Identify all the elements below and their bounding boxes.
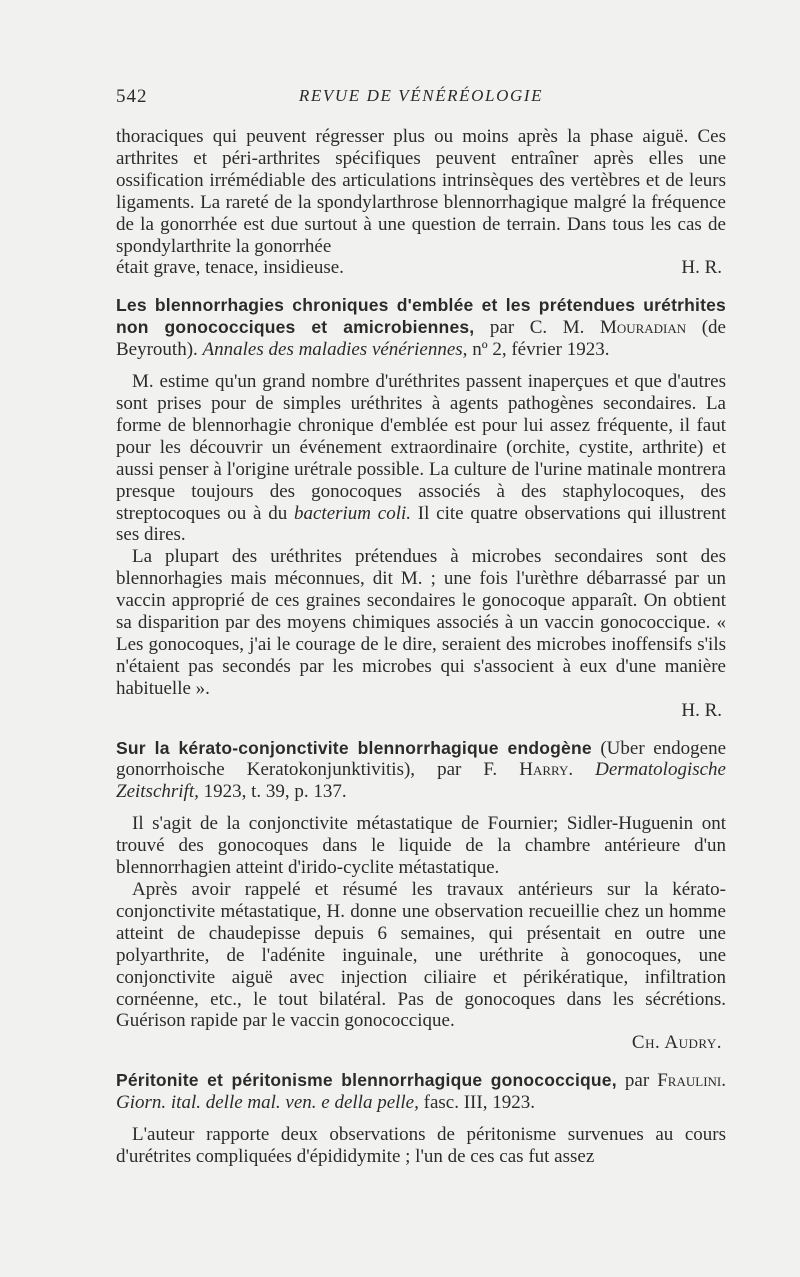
article-title: Péritonite et péritonisme blennorrhagique gonococcique, xyxy=(116,1070,617,1091)
article-heading: Sur la kérato-conjonctivite blennorrhagique endogène (Uber endogene gonorrhoische Keratokonjunktivitis), par F. Harry. Dermatologische Zeitschrift, 1923, t. 39, p. 137. xyxy=(116,737,726,803)
paragraph: Après avoir rappelé et résumé les travaux antérieurs sur la kérato-conjonctivite métastatique, H. donne une observation recueillie chez un homme atteint de chaudepisse depuis 6 semaines, qui présentait en outre une polyarthrite, de l'adénite inguinale, une uréthrite à gonocoques, une conjonctivite aiguë avec injection ciliaire et périkératique, infiltration cornéenne, etc., le tout bilatéral. Pas de gonocoques dans les sécrétions. Guérison rapide par le vaccin gonococcique. xyxy=(116,879,726,1032)
article-heading: Les blennorrhagies chroniques d'emblée et les prétendues urétrhites non gonococciques et amicrobiennes, par C. M. Mouradian (de Beyrouth). Annales des maladies vénériennes, nº 2, février 1923. xyxy=(116,295,726,361)
top-paragraph-last-line: était grave, tenace, insidieuse. xyxy=(116,257,344,279)
article-heading: Péritonite et péritonisme blennorrhagique gonococcique, par Fraulini. Giorn. ital. delle mal. ven. e della pelle, fasc. III, 1923. xyxy=(116,1070,726,1114)
body-text xyxy=(116,126,726,1168)
article-author: Fraulini xyxy=(657,1070,722,1092)
signature: H. R. xyxy=(681,257,722,279)
page-number: 542 xyxy=(116,86,148,107)
paragraph: La plupart des uréthrites prétendues à microbes secondaires sont des blennorhagies mais méconnues, dit M. ; une fois l'urèthre débarrassé par un vaccin approprié de ces graines secondaires le gonocoque apparaît. On obtient sa disparition par des moyens chimiques associés à un vaccin gonococcique. « Les gonocoques, j'ai le courage de le dire, seraient des microbes inoffensifs s'ils n'étaient pas secondés par les microbes qui s'associent à eux d'une manière habituelle ». xyxy=(116,546,726,699)
article-title: Sur la kérato-conjonctivite blennorrhagique endogène xyxy=(116,737,592,758)
page-header xyxy=(116,86,726,110)
article-title: Les blennorrhagies chroniques d'emblée et les prétendues urétrhites non gonococciques et amicrobiennes, xyxy=(116,295,726,338)
journal-name: Giorn. ital. delle mal. ven. e della pelle, xyxy=(116,1092,419,1114)
signature: Ch. Audry. xyxy=(631,1032,722,1054)
signature: H. R. xyxy=(681,699,722,721)
journal-name: Dermatologische Zeitschrift, xyxy=(116,759,726,803)
top-paragraph-end xyxy=(116,257,726,279)
top-paragraph: thoraciques qui peuvent régresser plus ou moins après la phase aiguë. Ces arthrites et péri-arthrites spécifiques peuvent entraîner après elles une ossification irrémédiable des articulations intrinsèques des vertèbres et de leurs ligaments. La rareté de la spondylarthrose blennorrhagique malgré la fréquence de la gonorrhée est due surtout à une question de terrain. Dans tous les cas de spondylarthrite la gonorrhée xyxy=(116,126,726,257)
page xyxy=(116,0,726,1277)
paragraph: Il s'agit de la conjonctivite métastatique de Fournier; Sidler-Huguenin ont trouvé des gonocoques dans le liquide de la chambre antérieure d'un blennorrhagien atteint d'irido-cyclite métastatique. xyxy=(116,813,726,879)
paragraph: L'auteur rapporte deux observations de péritonisme survenues au cours d'urétrites compliquées d'épididymite ; l'un de ces cas fut assez xyxy=(116,1124,726,1167)
article-author: Mouradian xyxy=(599,317,687,339)
running-title: REVUE DE VÉNÉRÉOLOGIE xyxy=(298,86,544,105)
article-author: Harry xyxy=(519,759,569,781)
paragraph: M. estime qu'un grand nombre d'uréthrites passent inaperçues et que d'autres sont prises pour de simples uréthrites à agents pathogènes secondaires. La forme de blennorhagie chronique d'emblée est pour lui assez fréquente, il faut pour les découvrir un événement extraordinaire (orchite, cystite, arthrite) et aussi penser à l'origine urétrale possible. La culture de l'urine matinale montrera presque toujours des gonocoques associés à des staphylocoques, des streptocoques ou à du bacterium coli. Il cite quatre observations qui illustrent ses dires. xyxy=(116,371,727,546)
journal-name: Annales des maladies vénériennes, xyxy=(202,339,468,361)
